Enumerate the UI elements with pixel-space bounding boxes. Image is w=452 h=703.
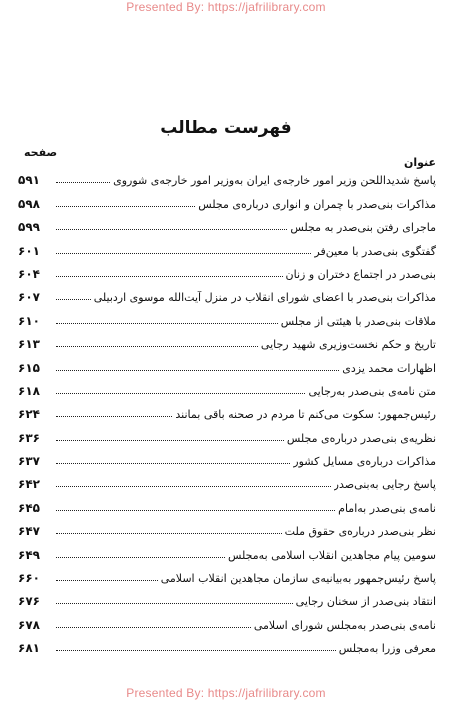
toc-entry-title: پاسخ رجایی به‌بنی‌صدر xyxy=(333,478,436,492)
toc-entry xyxy=(18,304,436,327)
dot-leader xyxy=(56,557,225,558)
toc-entry xyxy=(18,608,436,631)
toc-entry xyxy=(18,187,436,210)
toc-entry-title: سومین پیام مجاهدین انقلاب اسلامی به‌مجلس xyxy=(228,548,436,562)
toc-entry-page: ۶۴۵ xyxy=(18,500,40,515)
toc-entry-page: ۶۱۰ xyxy=(18,313,40,328)
toc-entry-title: نامه‌ی بنی‌صدر به‌امام xyxy=(338,501,436,515)
toc-entry-page: ۵۹۸ xyxy=(18,196,40,211)
toc-entry-title: مذاکرات بنی‌صدر با اعضای شورای انقلاب در منزل آیت‌الله موسوی اردبیلی xyxy=(93,291,436,305)
page-title: فهرست مطالب xyxy=(160,118,292,138)
dot-leader xyxy=(56,416,172,417)
toc-entry xyxy=(18,281,436,304)
toc-entry xyxy=(18,421,436,444)
toc-entry-page: ۶۴۲ xyxy=(18,477,40,492)
toc-entry xyxy=(18,375,436,398)
dot-leader xyxy=(56,463,290,464)
dot-leader xyxy=(56,627,251,628)
watermark-bottom[interactable]: Presented By: https://jafrilibrary.com xyxy=(126,686,326,700)
dot-leader xyxy=(56,323,278,324)
dot-leader xyxy=(56,370,339,371)
toc-entry-title: ماجرای رفتن بنی‌صدر به مجلس xyxy=(290,221,436,235)
toc-entry-title: متن نامه‌ی بنی‌صدر به‌رجایی xyxy=(308,384,436,398)
toc-entry-title: مذاکرات درباره‌ی مسایل کشور xyxy=(293,455,436,469)
toc-entry-page: ۶۰۴ xyxy=(18,266,40,281)
toc-entry-title: نامه‌ی بنی‌صدر به‌مجلس شورای اسلامی xyxy=(253,618,436,632)
page-column-header: صفحه xyxy=(24,146,58,159)
toc-entry-title: معرفی وزرا به‌مجلس xyxy=(338,642,436,656)
toc-entry-page: ۵۹۱ xyxy=(18,173,40,188)
toc-entry xyxy=(18,351,436,374)
toc-entry xyxy=(18,328,436,351)
dot-leader xyxy=(56,276,283,277)
watermark-top[interactable]: Presented By: https://jafrilibrary.com xyxy=(126,0,326,14)
toc-entry-title: ملاقات بنی‌صدر با هیئتی از مجلس xyxy=(280,314,436,328)
toc-entry xyxy=(18,234,436,257)
toc-entry xyxy=(18,515,436,538)
dot-leader xyxy=(56,229,287,230)
toc-entry xyxy=(18,585,436,608)
dot-leader xyxy=(56,346,258,347)
dot-leader xyxy=(56,206,195,207)
dot-leader xyxy=(56,486,331,487)
toc-entry xyxy=(18,445,436,468)
toc-entry-page: ۶۰۱ xyxy=(18,243,40,258)
dot-leader xyxy=(56,650,336,651)
toc-entry xyxy=(18,164,436,187)
toc-entry-title: رئیس‌جمهور: سکوت می‌کنم تا مردم در صحنه باقی بمانند xyxy=(175,408,436,422)
toc-entry xyxy=(18,211,436,234)
dot-leader xyxy=(56,393,305,394)
toc-entry-page: ۶۶۰ xyxy=(18,571,40,586)
toc-entry-page: ۶۸۱ xyxy=(18,641,40,656)
dot-leader xyxy=(56,253,311,254)
dot-leader xyxy=(56,299,91,300)
toc-entry xyxy=(18,538,436,561)
toc-entry-page: ۶۰۷ xyxy=(18,290,40,305)
toc-entry-page: ۶۳۶ xyxy=(18,430,40,445)
dot-leader xyxy=(56,533,282,534)
toc-entry xyxy=(18,632,436,655)
dot-leader xyxy=(56,510,335,511)
toc-entry xyxy=(18,562,436,585)
toc-entry xyxy=(18,398,436,421)
toc-entry-title: اظهارات محمد یزدی xyxy=(342,361,436,375)
toc-entry-title: مذاکرات بنی‌صدر با چمران و انواری درباره‌ی مجلس xyxy=(198,197,436,211)
title-column-header: عنوان xyxy=(403,156,436,169)
toc-entry xyxy=(18,491,436,514)
dot-leader xyxy=(56,440,284,441)
toc-entry-page: ۶۱۳ xyxy=(18,337,40,352)
dot-leader xyxy=(56,182,110,183)
table-of-contents xyxy=(18,164,436,655)
toc-entry-page: ۶۱۵ xyxy=(18,360,40,375)
toc-entry-page: ۶۷۶ xyxy=(18,594,40,609)
dot-leader xyxy=(56,580,158,581)
toc-entry-title: بنی‌صدر در اجتماع دختران و زنان xyxy=(285,267,436,281)
toc-entry xyxy=(18,258,436,281)
toc-entry-title: پاسخ رئیس‌جمهور به‌بیانیه‌ی سازمان مجاهدین انقلاب اسلامی xyxy=(160,572,436,586)
toc-entry-title: پاسخ شدیداللحن وزیر امور خارجه‌ی ایران به‌وزیر امور خارجه‌ی شوروی xyxy=(113,174,436,188)
toc-entry-title: نظر بنی‌صدر درباره‌ی حقوق ملت xyxy=(284,525,436,539)
toc-entry-page: ۶۱۸ xyxy=(18,383,40,398)
toc-entry-title: گفتگوی بنی‌صدر با معین‌فر xyxy=(314,244,436,258)
toc-entry-title: انتقاد بنی‌صدر از سخنان رجایی xyxy=(295,595,436,609)
toc-entry-page: ۶۴۷ xyxy=(18,524,40,539)
toc-entry-title: نظریه‌ی بنی‌صدر درباره‌ی مجلس xyxy=(286,431,436,445)
toc-entry xyxy=(18,468,436,491)
toc-entry-page: ۶۳۷ xyxy=(18,454,40,469)
toc-entry-page: ۵۹۹ xyxy=(18,220,40,235)
dot-leader xyxy=(56,603,293,604)
toc-entry-page: ۶۲۴ xyxy=(18,407,40,422)
toc-entry-title: تاریخ و حکم نخست‌وزیری شهید رجایی xyxy=(260,338,436,352)
toc-entry-page: ۶۴۹ xyxy=(18,547,40,562)
toc-entry-page: ۶۷۸ xyxy=(18,617,40,632)
